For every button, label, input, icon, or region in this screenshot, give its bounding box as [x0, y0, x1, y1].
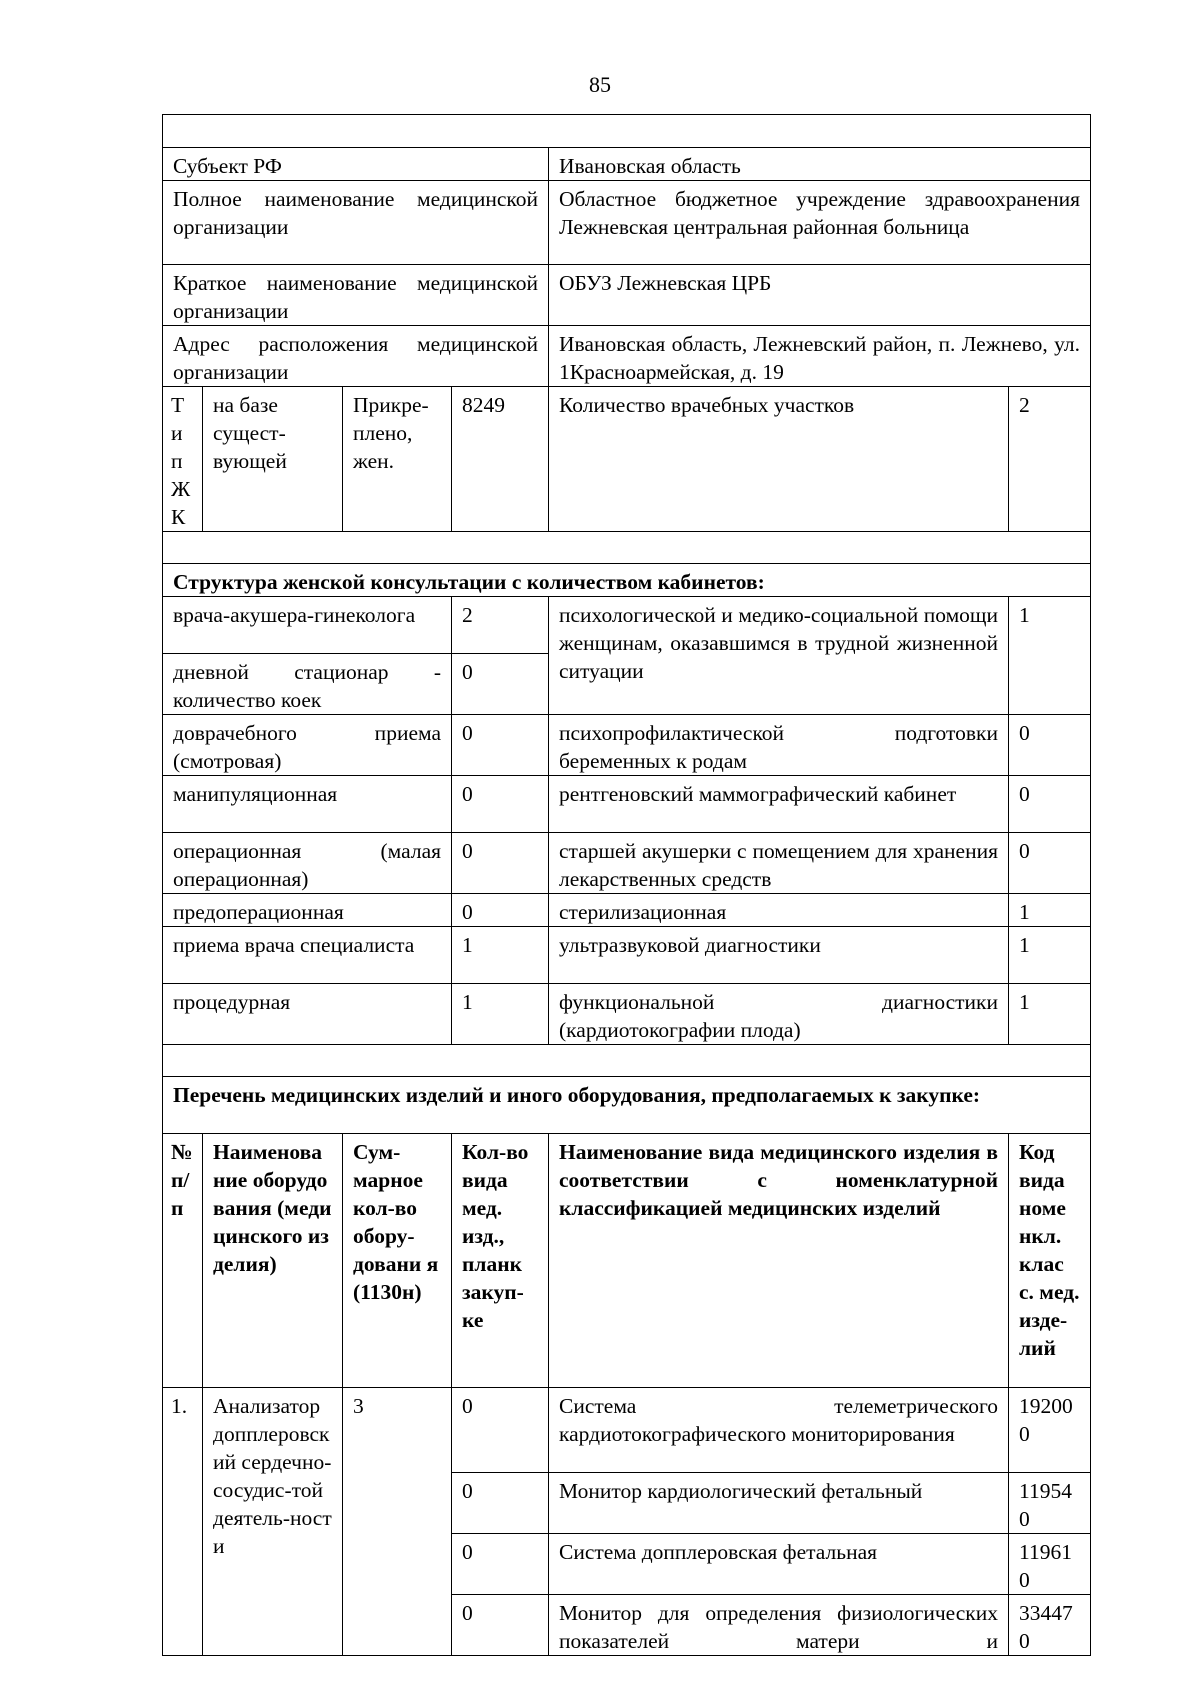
item-total: 3 — [343, 1388, 452, 1656]
item-qty: 0 — [452, 1473, 549, 1534]
tipzhk-attached-value: 8249 — [452, 387, 549, 532]
tipzhk-letters: Т и п Ж К — [163, 387, 203, 532]
districts-label: Количество врачебных участков — [549, 387, 1009, 532]
equipment-heading: Перечень медицинских изделий и иного оборудования, предполагаемых к закупке: — [163, 1077, 1091, 1134]
structure-left: приема врача специалиста — [163, 927, 452, 984]
structure-left: процедурная — [163, 984, 452, 1045]
item-code: 334470 — [1009, 1595, 1091, 1656]
col-kind-header: Наименование вида медицинского изделия в соответствии с номенклатурной классификацией медицинских изделий — [549, 1134, 1009, 1388]
structure-left: доврачебного приема (смотровая) — [163, 715, 452, 776]
structure-left-value: 2 — [452, 597, 549, 654]
tipzhk-attached-label: Прикре-плено, жен. — [343, 387, 452, 532]
structure-right-value: 1 — [1009, 597, 1091, 715]
subject-value: Ивановская область — [549, 148, 1091, 181]
structure-right-value: 1 — [1009, 894, 1091, 927]
structure-right: старшей акушерки с помещением для хранения лекарственных средств — [549, 833, 1009, 894]
structure-left-value: 1 — [452, 927, 549, 984]
structure-left-value: 1 — [452, 984, 549, 1045]
item-qty: 0 — [452, 1388, 549, 1473]
item-qty: 0 — [452, 1534, 549, 1595]
structure-left: манипуляционная — [163, 776, 452, 833]
structure-left-value: 0 — [452, 833, 549, 894]
col-num-header: № п/п — [163, 1134, 203, 1388]
col-total-header: Сум-марное кол-во обору-довани я (1130н) — [343, 1134, 452, 1388]
document-table — [162, 114, 1091, 1656]
structure-row — [163, 894, 1091, 927]
structure-row — [163, 597, 1091, 654]
equipment-row — [163, 1388, 1091, 1473]
structure-left-value: 0 — [452, 654, 549, 715]
structure-left: операционная (малая операционная) — [163, 833, 452, 894]
item-name: Анализатор допплеровский сердечно-сосудис-той деятель-ности — [203, 1388, 343, 1656]
structure-row — [163, 927, 1091, 984]
structure-right-value: 0 — [1009, 715, 1091, 776]
structure-row — [163, 984, 1091, 1045]
address-label: Адрес расположения медицинской организации — [163, 326, 549, 387]
item-num: 1. — [163, 1388, 203, 1656]
structure-right-value: 0 — [1009, 833, 1091, 894]
structure-right: психопрофилактической подготовки беременных к родам — [549, 715, 1009, 776]
empty-row — [163, 532, 1091, 564]
structure-row — [163, 776, 1091, 833]
structure-left-value: 0 — [452, 776, 549, 833]
equipment-header-row — [163, 1134, 1091, 1388]
full-name-label: Полное наименование медицинской организации — [163, 181, 549, 265]
item-code: 192000 — [1009, 1388, 1091, 1473]
item-kind: Система телеметрического кардиотокографического мониторирования — [549, 1388, 1009, 1473]
full-name-value: Областное бюджетное учреждение здравоохранения Лежневская центральная районная больница — [549, 181, 1091, 265]
subject-label: Субъект РФ — [163, 148, 549, 181]
structure-left-value: 0 — [452, 715, 549, 776]
col-name-header: Наименование оборудования (медицинского изделия) — [203, 1134, 343, 1388]
empty-row — [163, 1045, 1091, 1077]
short-name-label: Краткое наименование медицинской организации — [163, 265, 549, 326]
structure-row — [163, 833, 1091, 894]
structure-right-value: 0 — [1009, 776, 1091, 833]
structure-heading: Структура женской консультации с количеством кабинетов: — [163, 564, 1091, 597]
structure-left-value: 0 — [452, 894, 549, 927]
item-qty: 0 — [452, 1595, 549, 1656]
address-value: Ивановская область, Лежневский район, п. Лежнево, ул. 1Красноармейская, д. 19 — [549, 326, 1091, 387]
structure-right: рентгеновский маммографический кабинет — [549, 776, 1009, 833]
structure-right: стерилизационная — [549, 894, 1009, 927]
tipzhk-base-label: на базе сущест-вующей — [203, 387, 343, 532]
structure-left: предоперационная — [163, 894, 452, 927]
structure-left: дневной стационар - количество коек — [163, 654, 452, 715]
item-code: 119610 — [1009, 1534, 1091, 1595]
col-qty-header: Кол-во вида мед. изд., планк закуп-ке — [452, 1134, 549, 1388]
item-code: 119540 — [1009, 1473, 1091, 1534]
structure-right-value: 1 — [1009, 927, 1091, 984]
structure-right: психологической и медико-социальной помощи женщинам, оказавшимся в трудной жизненной ситуации — [549, 597, 1009, 715]
item-kind: Система допплеровская фетальная — [549, 1534, 1009, 1595]
col-code-header: Код вида номе нкл. клас с. мед. изде-лий — [1009, 1134, 1091, 1388]
item-kind: Монитор для определения физиологических показателей матери и — [549, 1595, 1009, 1656]
structure-right-value: 1 — [1009, 984, 1091, 1045]
structure-left: врача-акушера-гинеколога — [163, 597, 452, 654]
districts-value: 2 — [1009, 387, 1091, 532]
item-kind: Монитор кардиологический фетальный — [549, 1473, 1009, 1534]
empty-row — [163, 115, 1091, 148]
short-name-value: ОБУЗ Лежневская ЦРБ — [549, 265, 1091, 326]
structure-right: ультразвуковой диагностики — [549, 927, 1009, 984]
structure-row — [163, 715, 1091, 776]
structure-right: функциональной диагностики (кардиотокографии плода) — [549, 984, 1009, 1045]
page-number: 85 — [589, 72, 611, 97]
